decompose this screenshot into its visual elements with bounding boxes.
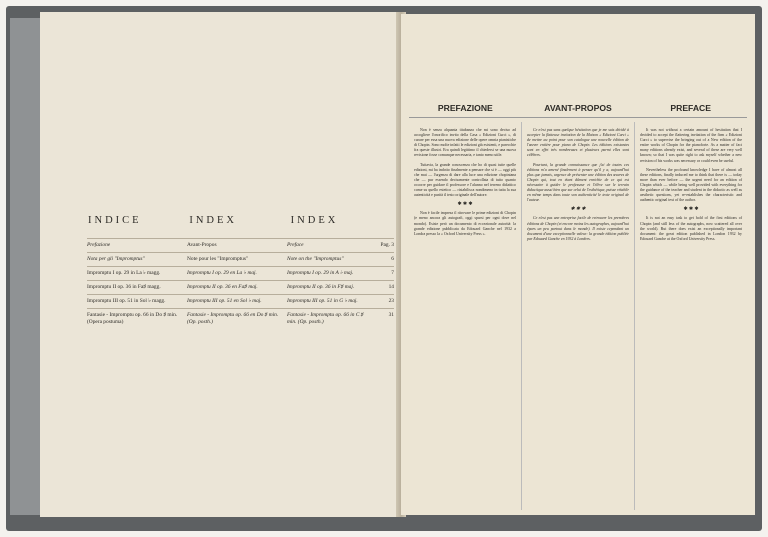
index-cell-it: Nota per gli "Impromptus" [87,256,145,262]
preface-heading-en: PREFACE [670,103,711,113]
index-row [87,266,394,280]
paragraph: Pourtant, la grande connaissance que j'ai de toutes ces éditions m'a amené finalement à penser qu'il y a, aujourd'hui plus que jamais, urgence de présenter une édition des œuvres de Chopin qui, tout en étant dûment enrichie de ce qui est nécessaire à guider le professeur et l'élève sur le terrain didactique aussi bien que sur celui de l'esthétique, puisse rétablir en même temps dans toute son authenticité le texte original de l'auteur. [527,162,629,203]
index-cell-en: Impromptu II op. 36 in F♯ maj. [287,284,355,290]
right-page-preface [401,14,755,515]
index-cell-fr: Impromptu II op. 36 en Fa♯ maj. [187,284,258,290]
preface-column-it [409,122,521,510]
index-cell-it: Impromptu I op. 29 in La ♭ magg. [87,270,161,276]
index-cell-en: Impromptu I op. 29 in A ♭ maj. [287,270,354,276]
preface-heading-it: PREFAZIONE [437,103,493,113]
paragraph: Nevertheless the profound knowledge I have of almost all these editions, finally induced me to think that there is — today more than ever before — the urgent need for an edition of Chopin which — while being well provided with everything for the guidance of the teacher and student in the didactic as well as aesthetic questions, yet re-establishes the characteristic and authentic original text of the author. [640,167,742,203]
index-cell-page: 23 [388,298,394,304]
paragraph: Non è senza alquanta titubanza che mi sono deciso ad accogliere l'onorifico invito della Casa « Edizioni Curci », di curare per essa una nuova edizione delle opere omnia pianistiche di Chopin. Sono molte infatti le edizioni già esistenti, e parecchie fra queste illustri. Era quindi legittimo il chiedersi se una nuova revisione fosse comunque necessaria, e tanto meno utile. [414,128,516,158]
index-cell-page: 6 [391,256,394,262]
index-cell-fr: Note pour les "Impromptus" [187,256,249,262]
index-cell-page: 31 [388,312,394,318]
left-page-index [40,12,400,517]
index-cell-en: Note on the "Impromptus" [287,256,344,262]
index-cell-fr: Impromptu I op. 29 en La ♭ maj. [187,270,257,276]
index-cell-fr: Fantasie - Impromptu op. 66 en Do ♯ min. (Op. posth.) [187,312,279,325]
index-heading-en: INDEX [290,215,339,226]
paragraph: It was not without a certain amount of hesitation that I decided to accept the flattering invitation of the firm « Edizioni Curci » to supervise the bringing out of a New edition of the entire works of Chopin for the pianoforte. As a matter of fact many editions already exist, and several of these are very well known; so that I was quite right to ask myself whether a new revision of his works was necessary or could even be useful. [640,128,742,163]
index-row [87,280,394,294]
paragraph: Ce n'est pas sans quelque hésitation que je me suis décidé à accepter la flatteuse invitation de la Maison « Edizioni Curci » de mettre au point pour son catalogue une nouvelle édition de l'œuvre entière pour piano de Chopin. Les éditions existantes sont en effet très nombreuses et plusieurs parmi elles sont célèbres. [527,128,629,158]
index-cell-en: Preface [287,242,304,248]
index-headings [88,215,392,226]
index-cell-it: Impromptu II op. 36 in Fa♯ magg. [87,284,161,290]
index-cell-page: Pag. 3 [380,242,394,248]
index-cell-it: Prefazione [87,242,111,248]
preface-heading-fr: AVANT-PROPOS [544,103,612,113]
index-cell-page: 14 [388,284,394,290]
index-table [87,238,394,329]
paragraph: Ce n'est pas une entreprise facile de retrouver les premières éditions de Chopin (et encore moins les autographes, aujourd'hui épars un peu partout dans le monde). Il existe cependant un document d'une exceptionnelle valeur: la grande édition publiée par Edouard Ganche en 1932 à Londres. [527,216,629,241]
index-row [87,308,394,329]
index-row [87,294,394,308]
paragraph: Non è facile impresa il ritrovare le prime edizioni di Chopin (e meno ancora gli autografi, oggi sparsi per ogni dove nel mondo). Esiste però un documento di eccezionale autorità: la grande edizione pubblicata da Edouard Ganche nel 1932 a Londra presso la « Oxford University Press ». [414,211,516,236]
index-cell-en: Fantasie - Impromptu op. 66 in C ♯ min. (Op. posth.) [287,312,364,325]
paragraph: Tuttavia, la grande conoscenza che ho di quasi tutte quelle edizioni, mi ha indotto finalmente a pensare che si è — oggi più che mai — l'urgenza di dare alla luce una edizione chopiniana che — pur essendo decisamente controllata di tutto quanto occorre per guidare il professore e l'alunno nel terreno didattico come su quello estetico — ristabilisca nondimeno in tutta la sua autenticità e purità il testo originale dell'autore. [414,162,516,198]
index-row [87,238,394,252]
preface-columns [409,122,747,510]
index-cell-page: 7 [391,270,394,276]
separator: ✱ ✱ ✱ [683,207,699,213]
separator: ✱ ✱ ✱ [457,202,473,208]
preface-headings [409,103,747,118]
index-row [87,252,394,266]
index-cell-it: Fantasie - Impromptu op. 66 in Do ♯ min. (Opera postuma) [87,312,178,325]
index-heading-fr: INDEX [189,215,237,226]
separator: ✱ ✱ ✱ [570,207,586,213]
preface-column-fr [521,122,634,510]
cover-spine-edge [10,18,40,515]
index-cell-fr: Avant-Propos [187,242,217,248]
index-heading-it: INDICE [88,215,142,226]
index-cell-fr: Impromptu III op. 51 en Sol ♭ maj. [187,298,262,304]
preface-column-en [634,122,747,510]
index-cell-en: Impromptu III op. 51 in G ♭ maj. [287,298,358,304]
index-cell-it: Impromptu III op. 51 in Sol ♭ magg. [87,298,166,304]
paragraph: It is not an easy task to get hold of the first editions of Chopin (and still less of the autographs, now scattered all over the world). But there does exist an exceptionally important document: the great edition published in London 1932 by Edouard Ganche at the Oxford University Press. [640,216,742,241]
